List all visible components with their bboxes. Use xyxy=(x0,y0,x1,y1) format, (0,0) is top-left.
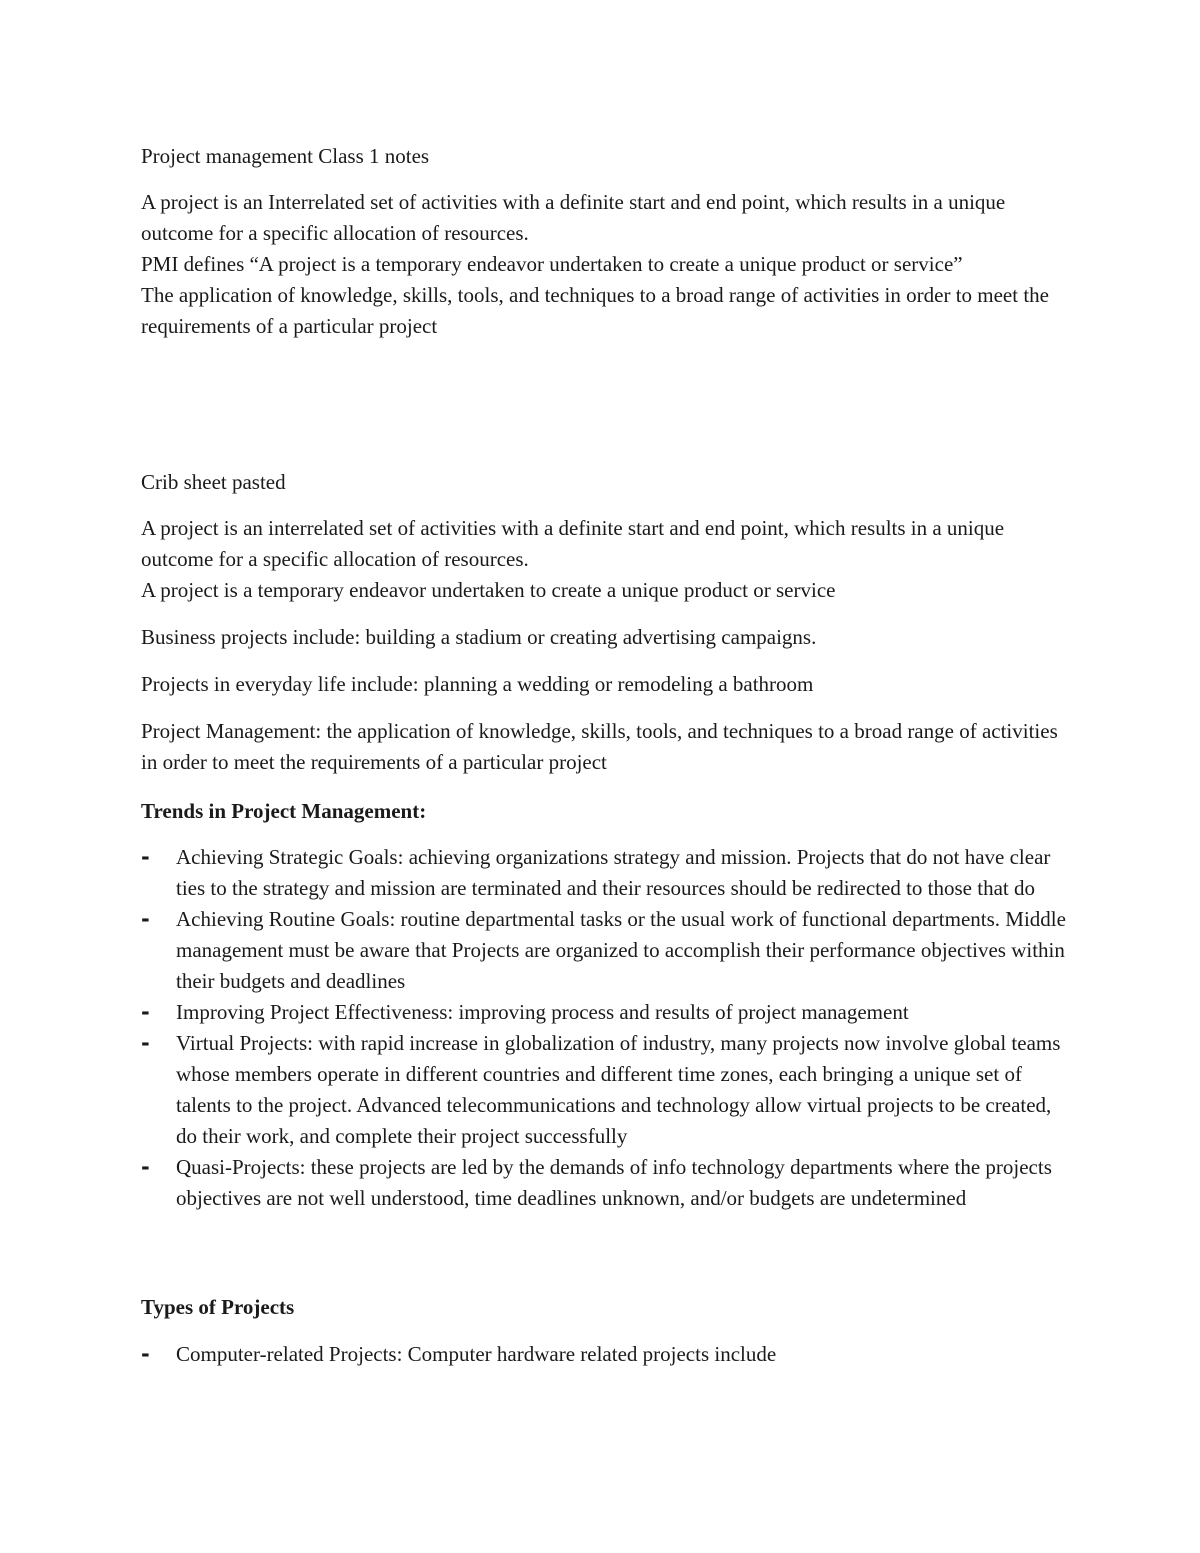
trends-heading: Trends in Project Management: xyxy=(141,799,427,823)
list-item xyxy=(141,1028,1066,1152)
intro-paragraph: The application of knowledge, skills, tools, and techniques to a broad range of activities in order to meet the requirements of a particular project xyxy=(141,283,1049,338)
types-list xyxy=(141,1339,1066,1370)
list-item-text: Virtual Projects: with rapid increase in globalization of industry, many projects now involve global teams whose members operate in different countries and different time zones, each bringing a unique set of talents to the project. Advanced telecommunications and technology allow virtual projects to be created, do their work, and complete their project successfully xyxy=(176,1031,1061,1148)
dash-bullet-icon: - xyxy=(141,1155,150,1179)
crib-definitions xyxy=(141,513,1066,606)
crib-sheet-title: Crib sheet pasted xyxy=(141,470,286,494)
project-management-paragraph: Project Management: the application of knowledge, skills, tools, and techniques to a broad range of activities in order to meet the requirements of a particular project xyxy=(141,719,1058,774)
list-item xyxy=(141,842,1066,904)
list-item-text: Achieving Routine Goals: routine departmental tasks or the usual work of functional departments. Middle management must be aware that Projects are organized to accomplish their performance objectives within their budgets and deadlines xyxy=(176,907,1066,993)
everyday-projects-paragraph: Projects in everyday life include: planning a wedding or remodeling a bathroom xyxy=(141,672,814,696)
intro-paragraph: PMI defines “A project is a temporary endeavor undertaken to create a unique product or service” xyxy=(141,252,963,276)
list-item xyxy=(141,904,1066,997)
business-projects-paragraph: Business projects include: building a stadium or creating advertising campaigns. xyxy=(141,625,817,649)
crib-paragraph: A project is a temporary endeavor undertaken to create a unique product or service xyxy=(141,578,836,602)
trends-list xyxy=(141,842,1066,1214)
dash-bullet-icon: - xyxy=(141,845,150,869)
list-item-text: Achieving Strategic Goals: achieving organizations strategy and mission. Projects that do not have clear ties to the strategy and mission are terminated and their resources should be redirected to those that do xyxy=(176,845,1051,900)
list-item-text: Improving Project Effectiveness: improving process and results of project management xyxy=(176,1000,909,1024)
list-item xyxy=(141,1152,1066,1214)
list-item-text: Computer-related Projects: Computer hardware related projects include xyxy=(176,1342,777,1366)
list-item xyxy=(141,997,1066,1028)
dash-bullet-icon: - xyxy=(141,1000,150,1024)
list-item xyxy=(141,1339,1066,1370)
intro-paragraph: A project is an Interrelated set of activities with a definite start and end point, which results in a unique outcome for a specific allocation of resources. xyxy=(141,190,1006,245)
dash-bullet-icon: - xyxy=(141,1342,150,1366)
crib-paragraph: A project is an interrelated set of activities with a definite start and end point, which results in a unique outcome for a specific allocation of resources. xyxy=(141,516,1005,571)
document-title: Project management Class 1 notes xyxy=(141,144,430,168)
types-heading: Types of Projects xyxy=(141,1295,295,1319)
dash-bullet-icon: - xyxy=(141,1031,150,1055)
list-item-text: Quasi-Projects: these projects are led by the demands of info technology departments where the projects objectives are not well understood, time deadlines unknown, and/or budgets are undetermined xyxy=(176,1155,1052,1210)
dash-bullet-icon: - xyxy=(141,907,150,931)
intro-section xyxy=(141,187,1066,342)
